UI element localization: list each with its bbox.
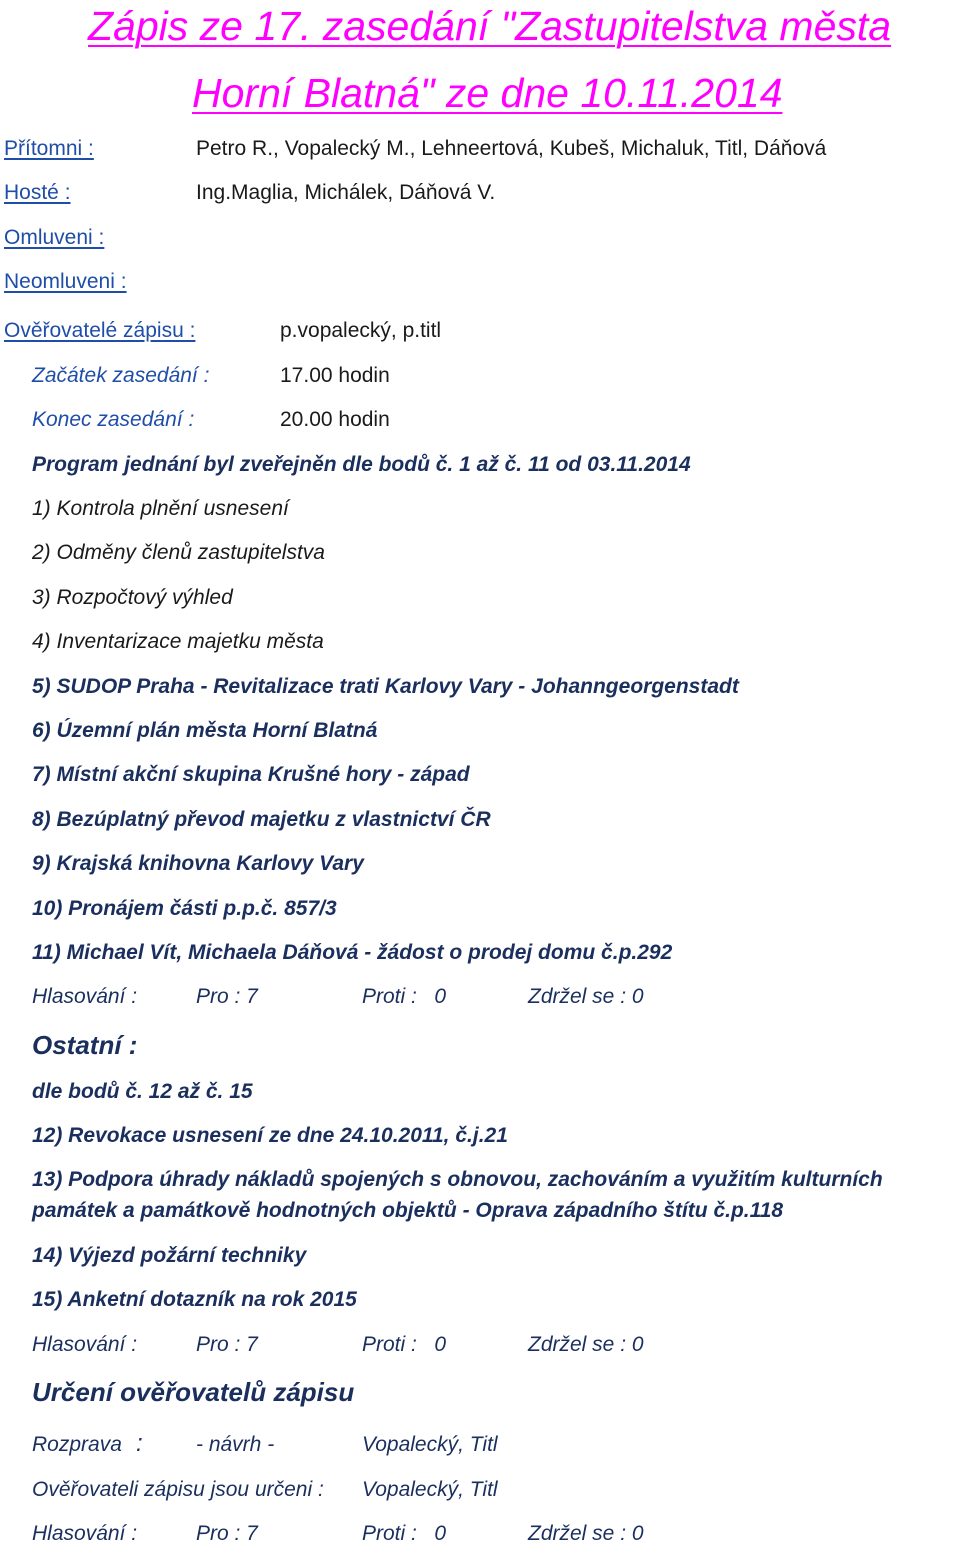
vote-label: Hlasování : [32,985,138,1008]
program-item: 9) Krajská knihovna Karlovy Vary [32,852,364,875]
vote-pro: Pro : 7 [196,985,258,1008]
verifiers-value: p.vopalecký, p.titl [280,319,442,342]
guests-value: Ing.Maglia, Michálek, Dáňová V. [196,181,496,204]
end-value: 20.00 hodin [280,408,390,431]
program-item: 7) Místní akční skupina Krušné hory - západ [32,763,470,786]
unexcused-label: Neomluveni : [4,270,127,293]
other-subheading: dle bodů č. 12 až č. 15 [32,1080,253,1103]
vote-proti: Proti : 0 [362,1522,447,1545]
start-label: Začátek zasedání : [32,364,210,387]
appointed-label: Ověřovateli zápisu jsou určeni : [32,1478,324,1501]
debate-colon: : [136,1430,143,1457]
program-item: 1) Kontrola plnění usnesení [32,497,289,520]
document-title-line1: Zápis ze 17. zasedání "Zastupitelstva města [88,3,892,49]
verifiers-label: Ověřovatelé zápisu : [4,319,196,342]
excused-label: Omluveni : [4,226,105,249]
guests-label: Hosté : [4,181,71,204]
debate-names: Vopalecký, Titl [362,1433,498,1456]
other-item: 13) Podpora úhrady nákladů spojených s obnovou, zachováním a využitím kulturních [32,1168,883,1191]
program-item: 11) Michael Vít, Michaela Dáňová - žádost o prodej domu č.p.292 [32,941,673,964]
appointed-names: Vopalecký, Titl [362,1478,498,1501]
vote-proti: Proti : 0 [362,985,447,1008]
vote-proti: Proti : 0 [362,1333,447,1356]
vote-label: Hlasování : [32,1522,138,1545]
program-heading: Program jednání byl zveřejněn dle bodů č. 1 až č. 11 od 03.11.2014 [32,453,691,476]
program-item: 2) Odměny členů zastupitelstva [32,541,325,564]
vote-pro: Pro : 7 [196,1333,258,1356]
vote-label: Hlasování : [32,1333,138,1356]
debate-proposal: - návrh - [196,1433,275,1456]
program-item: 8) Bezúplatný převod majetku z vlastnictví ČR [32,808,491,831]
debate-label: Rozprava [32,1433,122,1456]
program-item: 5) SUDOP Praha - Revitalizace trati Karlovy Vary - Johanngeorgenstadt [32,675,739,698]
program-item: 3) Rozpočtový výhled [32,586,233,609]
other-item: 14) Výjezd požární techniky [32,1244,307,1267]
program-item: 4) Inventarizace majetku města [32,630,324,653]
vote-pro: Pro : 7 [196,1522,258,1545]
other-item-continued: památek a památkově hodnotných objektů - Oprava západního štítu č.p.118 [32,1199,784,1222]
other-item: 15) Anketní dotazník na rok 2015 [32,1288,357,1311]
document-title-line2: Horní Blatná" ze dne 10.11.2014 [192,70,783,116]
vote-zdrzel: Zdržel se : 0 [528,1333,644,1356]
vote-zdrzel: Zdržel se : 0 [528,985,644,1008]
vote-zdrzel: Zdržel se : 0 [528,1522,644,1545]
other-heading: Ostatní : [32,1030,138,1060]
verifiers-heading: Určení ověřovatelů zápisu [32,1377,355,1407]
other-item: 12) Revokace usnesení ze dne 24.10.2011, č.j.21 [32,1124,508,1147]
program-item: 10) Pronájem části p.p.č. 857/3 [32,897,337,920]
start-value: 17.00 hodin [280,364,390,387]
present-label: Přítomni : [4,137,94,160]
present-value: Petro R., Vopalecký M., Lehneertová, Kubeš, Michaluk, Titl, Dáňová [196,137,827,160]
program-item: 6) Územní plán města Horní Blatná [32,719,378,742]
end-label: Konec zasedání : [32,408,195,431]
